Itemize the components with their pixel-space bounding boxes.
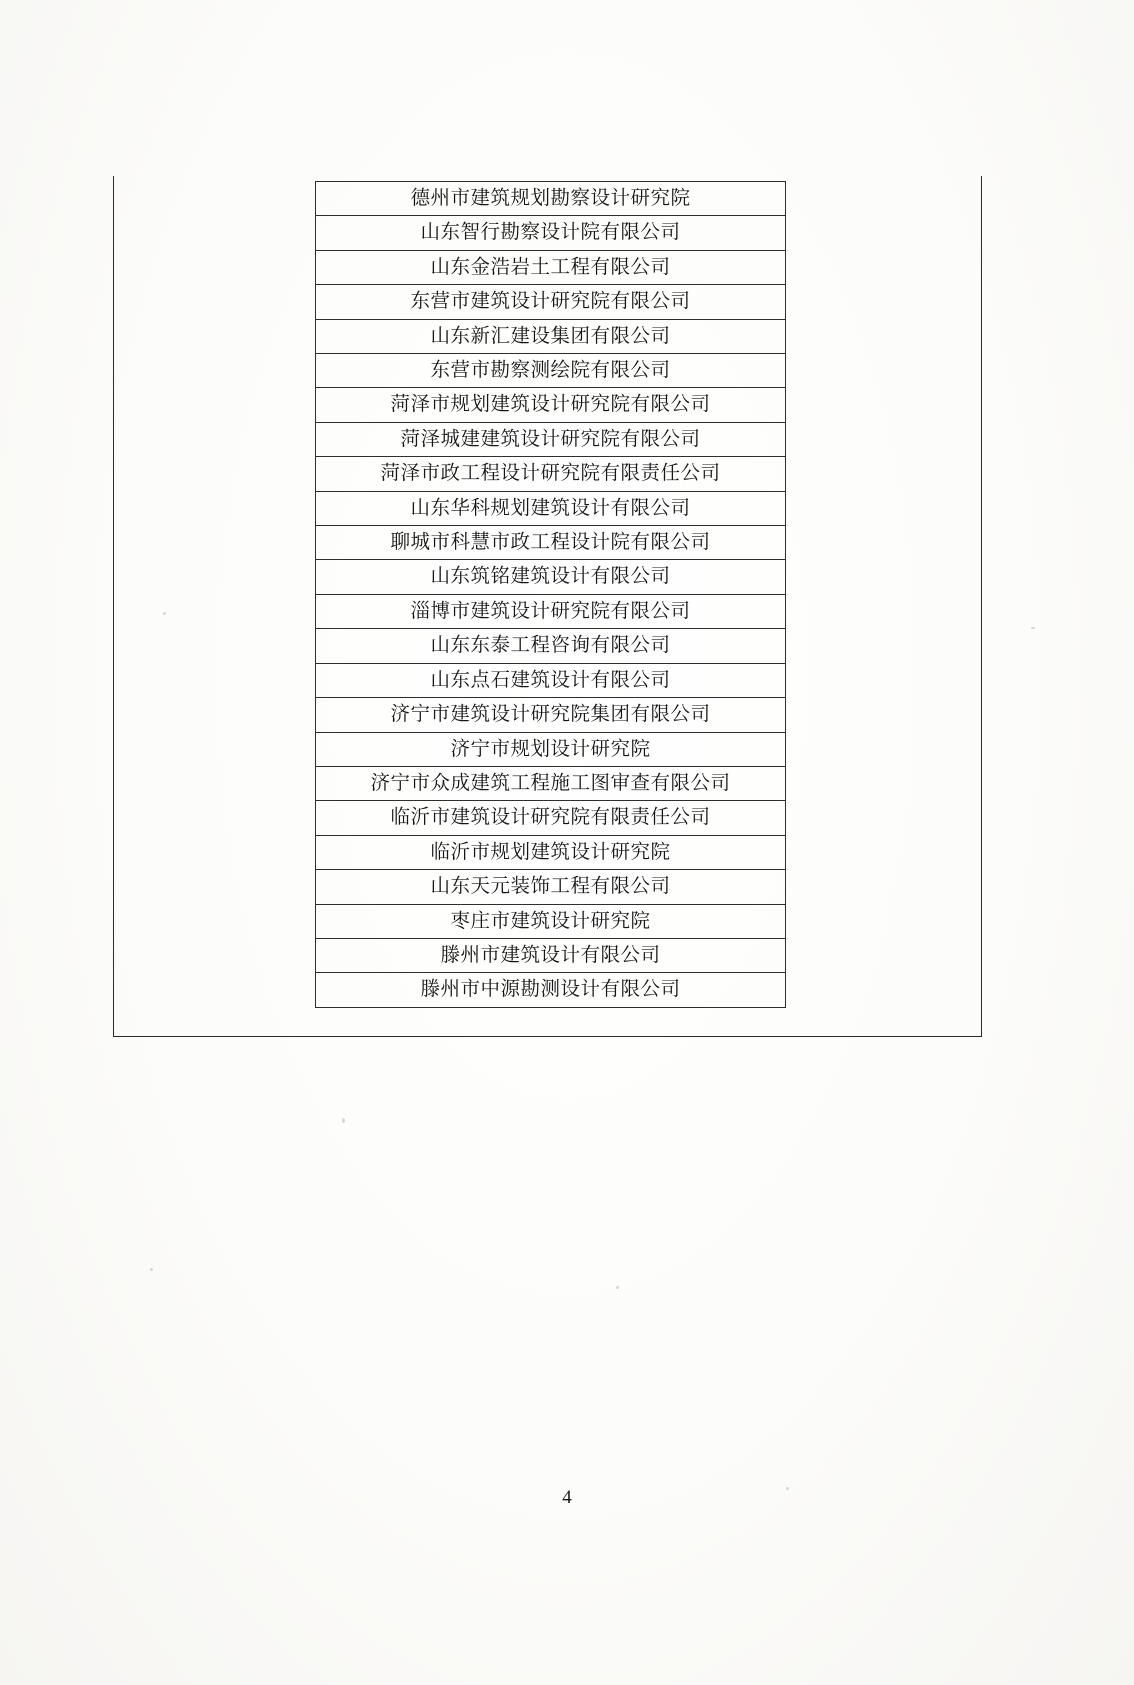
table-row [316,422,786,456]
company-name-cell: 菏泽市规划建筑设计研究院有限公司 [316,388,786,422]
company-name-cell: 济宁市建筑设计研究院集团有限公司 [316,698,786,732]
company-name-cell: 山东筑铭建筑设计有限公司 [316,560,786,594]
company-name-cell: 临沂市规划建筑设计研究院 [316,835,786,869]
table-row [316,938,786,972]
scan-speck [1031,627,1035,629]
table-row [316,216,786,250]
company-name-cell: 济宁市众成建筑工程施工图审查有限公司 [316,766,786,800]
table-row [316,491,786,525]
company-name-cell: 枣庄市建筑设计研究院 [316,904,786,938]
page-frame-right-border [981,176,982,1037]
company-name-cell: 滕州市建筑设计有限公司 [316,938,786,972]
company-list-table [315,181,786,1008]
company-name-cell: 菏泽市政工程设计研究院有限责任公司 [316,457,786,491]
company-name-cell: 淄博市建筑设计研究院有限公司 [316,594,786,628]
company-name-cell: 德州市建筑规划勘察设计研究院 [316,182,786,216]
names-table-body [316,182,786,1008]
table-row [316,698,786,732]
table-row [316,354,786,388]
scan-speck [163,612,166,615]
company-name-cell: 济宁市规划设计研究院 [316,732,786,766]
company-name-cell: 山东点石建筑设计有限公司 [316,663,786,697]
company-name-cell: 菏泽城建建筑设计研究院有限公司 [316,422,786,456]
page-number: 4 [562,1487,572,1508]
company-name-cell: 东营市建筑设计研究院有限公司 [316,285,786,319]
company-name-cell: 山东东泰工程咨询有限公司 [316,629,786,663]
scan-speck [150,1268,153,1271]
table-row [316,904,786,938]
table-row [316,388,786,422]
table-row [316,732,786,766]
scan-speck [616,1286,619,1289]
table-row [316,594,786,628]
table-row [316,250,786,284]
table-row [316,560,786,594]
page-frame-bottom-border [113,1036,982,1037]
table-row [316,663,786,697]
table-row [316,526,786,560]
table-row [316,629,786,663]
table-row [316,285,786,319]
company-name-cell: 滕州市中源勘测设计有限公司 [316,973,786,1007]
company-name-cell: 聊城市科慧市政工程设计院有限公司 [316,526,786,560]
company-name-cell: 山东智行勘察设计院有限公司 [316,216,786,250]
company-name-cell: 东营市勘察测绘院有限公司 [316,354,786,388]
company-name-cell: 山东金浩岩土工程有限公司 [316,250,786,284]
company-name-cell: 临沂市建筑设计研究院有限责任公司 [316,801,786,835]
names-table [315,181,786,1008]
table-row [316,870,786,904]
table-row [316,835,786,869]
scan-speck [342,1118,345,1123]
company-name-cell: 山东天元装饰工程有限公司 [316,870,786,904]
company-name-cell: 山东华科规划建筑设计有限公司 [316,491,786,525]
table-row [316,766,786,800]
table-row [316,457,786,491]
page-frame-left-border [113,176,114,1037]
company-name-cell: 山东新汇建设集团有限公司 [316,319,786,353]
table-row [316,801,786,835]
table-row [316,182,786,216]
table-row [316,973,786,1007]
table-row [316,319,786,353]
